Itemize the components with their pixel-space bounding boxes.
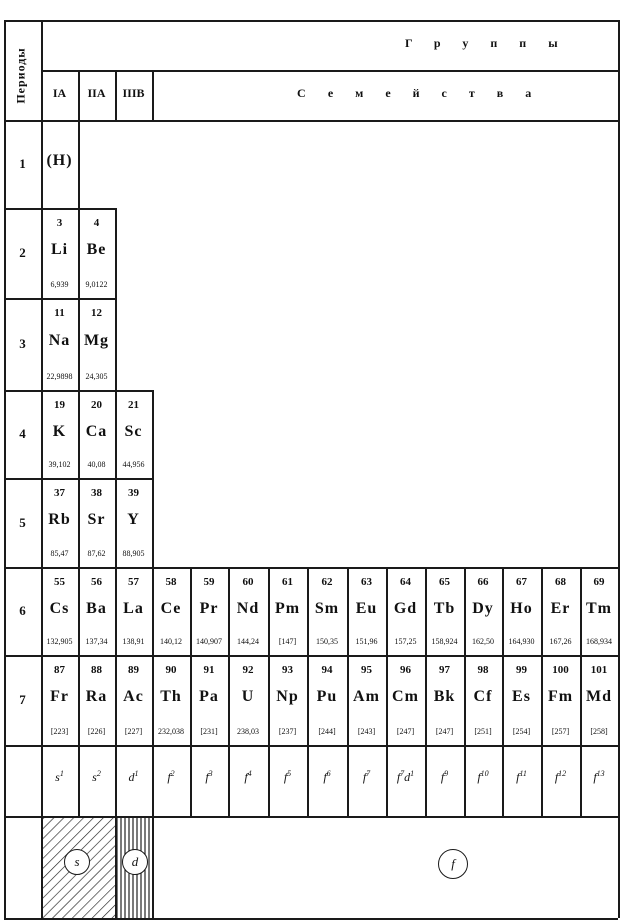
grid-line bbox=[4, 567, 41, 569]
grid-line bbox=[78, 567, 80, 816]
atomic-mass: 85,47 bbox=[50, 549, 69, 559]
atomic-number: 87 bbox=[54, 664, 65, 676]
element-symbol: Cm bbox=[392, 688, 419, 706]
group-iia-label: IIA bbox=[87, 86, 106, 100]
electron-config-cell: $f^7$ bbox=[362, 769, 371, 784]
atomic-number: 38 bbox=[91, 486, 102, 499]
atomic-number: 60 bbox=[242, 575, 254, 588]
atomic-number: 19 bbox=[54, 398, 65, 411]
grid-line bbox=[115, 567, 117, 816]
atomic-mass: [226] bbox=[87, 727, 106, 736]
element-symbol: Gd bbox=[393, 599, 418, 617]
element-cell-eu bbox=[347, 567, 386, 655]
grid-line bbox=[4, 20, 6, 918]
atomic-mass: [243] bbox=[357, 727, 376, 736]
atomic-number: 64 bbox=[400, 575, 411, 588]
electron-config-cell: $f^6$ bbox=[323, 769, 331, 784]
electron-config-cell: $s^2$ bbox=[92, 769, 101, 784]
element-cell-th bbox=[152, 655, 190, 745]
atomic-number: 67 bbox=[516, 575, 527, 588]
grid-line bbox=[41, 567, 618, 569]
grid-line bbox=[190, 567, 192, 816]
atomic-number: 94 bbox=[321, 664, 333, 676]
atomic-number: 20 bbox=[91, 398, 102, 411]
period-number-2: 2 bbox=[19, 245, 26, 260]
element-cell-k bbox=[41, 390, 78, 478]
atomic-mass: 150,35 bbox=[316, 637, 338, 647]
atomic-mass: 22,9898 bbox=[46, 371, 73, 381]
element-cell-sm bbox=[307, 567, 347, 655]
electron-config-cell: $f^{10}$ bbox=[477, 769, 489, 784]
grid-line bbox=[4, 745, 41, 747]
atomic-mass: 157,25 bbox=[394, 637, 417, 647]
electron-config-cell: $f^9$ bbox=[440, 769, 449, 784]
element-symbol: Pm bbox=[274, 599, 301, 617]
grid-line bbox=[4, 655, 41, 657]
element-cell-pr bbox=[190, 567, 228, 655]
element-symbol: Sr bbox=[87, 510, 106, 528]
atomic-mass: 140,907 bbox=[196, 637, 222, 647]
atomic-number: 101 bbox=[590, 664, 608, 676]
atomic-mass: [237] bbox=[278, 727, 297, 736]
electron-config-cell: $f^{11}$ bbox=[516, 769, 527, 784]
element-symbol: Nd bbox=[236, 599, 260, 617]
atomic-number: 100 bbox=[552, 664, 569, 676]
element-cell-ho bbox=[502, 567, 541, 655]
electron-config-cell: $f^4$ bbox=[244, 769, 252, 784]
element-cell-am bbox=[347, 655, 386, 745]
electron-config-cell: $f^3$ bbox=[205, 769, 213, 784]
element-symbol: Am bbox=[353, 688, 380, 706]
grid-line bbox=[4, 120, 618, 122]
hydrogen-symbol: (H) bbox=[46, 152, 73, 169]
period-number-7: 7 bbox=[19, 692, 26, 707]
grid-line bbox=[41, 478, 152, 480]
electron-config-cell: $f^2$ bbox=[167, 769, 175, 784]
element-symbol: Pa bbox=[199, 688, 219, 706]
grid-line bbox=[4, 816, 618, 818]
atomic-number: 92 bbox=[242, 664, 254, 676]
atomic-number: 88 bbox=[91, 664, 102, 676]
grid-line bbox=[115, 816, 117, 918]
atomic-number: 11 bbox=[54, 307, 65, 320]
period-number-1: 1 bbox=[19, 156, 26, 171]
element-cell-cf bbox=[464, 655, 502, 745]
element-symbol: Fm bbox=[547, 688, 574, 706]
atomic-mass: 132,905 bbox=[46, 637, 73, 647]
grid-line bbox=[425, 567, 427, 816]
atomic-mass: 162,50 bbox=[472, 637, 494, 647]
atomic-number: 55 bbox=[54, 575, 65, 588]
element-symbol: Ce bbox=[160, 599, 182, 617]
atomic-mass: 151,96 bbox=[355, 637, 378, 647]
element-symbol: Cs bbox=[49, 599, 70, 617]
atomic-number: 62 bbox=[321, 575, 333, 588]
element-cell-tm bbox=[580, 567, 618, 655]
element-cell-ba bbox=[78, 567, 115, 655]
atomic-mass: 238,03 bbox=[237, 727, 259, 736]
period-number-4: 4 bbox=[19, 426, 26, 441]
header-families-label: Семейства bbox=[297, 86, 554, 100]
element-cell-fr bbox=[41, 655, 78, 745]
grid-line bbox=[4, 208, 41, 210]
atomic-number: 61 bbox=[282, 575, 293, 588]
atomic-mass: 44,956 bbox=[122, 460, 145, 470]
group-iiib-label: IIIB bbox=[122, 86, 145, 100]
atomic-number: 57 bbox=[128, 575, 139, 588]
element-symbol: Es bbox=[512, 688, 531, 706]
atomic-number: 59 bbox=[203, 575, 215, 588]
element-cell-be bbox=[78, 208, 115, 298]
element-cell-np bbox=[268, 655, 307, 745]
element-symbol: Np bbox=[276, 688, 299, 706]
atomic-mass: [227] bbox=[124, 727, 143, 736]
atomic-mass: 88,905 bbox=[122, 549, 145, 559]
element-symbol: Ca bbox=[85, 422, 108, 440]
atomic-number: 66 bbox=[477, 575, 489, 588]
atomic-number: 97 bbox=[439, 664, 450, 676]
group-ia-label: IA bbox=[52, 86, 67, 100]
element-cell-y bbox=[115, 478, 152, 567]
atomic-number: 56 bbox=[91, 575, 102, 588]
atomic-number: 37 bbox=[54, 486, 65, 499]
element-cell-cs bbox=[41, 567, 78, 655]
atomic-mass: 39,102 bbox=[48, 460, 71, 470]
grid-line bbox=[268, 567, 270, 816]
period-number-6: 6 bbox=[19, 603, 26, 618]
atomic-mass: 167,26 bbox=[549, 637, 572, 647]
element-cell-nd bbox=[228, 567, 268, 655]
atomic-number: 93 bbox=[282, 664, 293, 676]
f-block-circle bbox=[438, 849, 468, 879]
grid-line bbox=[41, 298, 115, 300]
grid-line bbox=[541, 567, 543, 816]
d-block-label: d bbox=[131, 854, 139, 869]
electron-config-cell: $f^{12}$ bbox=[554, 769, 567, 784]
atomic-mass: [251] bbox=[474, 727, 492, 736]
grid-line bbox=[618, 20, 620, 918]
element-symbol: Ac bbox=[123, 688, 144, 706]
grid-line bbox=[4, 298, 41, 300]
element-symbol: Pu bbox=[316, 688, 338, 706]
element-cell-pu bbox=[307, 655, 347, 745]
electron-config-cell: $d^1$ bbox=[128, 769, 139, 784]
atomic-mass: [257] bbox=[551, 727, 570, 736]
header-periods-label: Периоды bbox=[13, 47, 28, 104]
element-symbol: Na bbox=[48, 332, 71, 350]
grid-line bbox=[152, 567, 154, 816]
element-symbol: Md bbox=[586, 688, 612, 706]
element-cell-ra bbox=[78, 655, 115, 745]
element-symbol: Be bbox=[86, 241, 107, 259]
period-number-3: 3 bbox=[19, 336, 26, 351]
element-symbol: Tm bbox=[586, 599, 612, 617]
s-block-label: s bbox=[74, 854, 80, 869]
element-cell-ce bbox=[152, 567, 190, 655]
atomic-number: 91 bbox=[203, 664, 215, 676]
atomic-mass: 137,34 bbox=[85, 637, 108, 647]
atomic-number: 3 bbox=[56, 217, 63, 229]
element-symbol: Cf bbox=[473, 688, 493, 706]
element-symbol: K bbox=[52, 422, 67, 440]
element-symbol: Tb bbox=[433, 599, 456, 617]
grid-line bbox=[152, 70, 154, 120]
element-symbol: Y bbox=[127, 510, 140, 528]
element-symbol: Fr bbox=[50, 688, 69, 706]
grid-line bbox=[4, 478, 41, 480]
atomic-mass: [244] bbox=[318, 727, 336, 736]
atomic-number: 96 bbox=[400, 664, 411, 676]
atomic-number: 90 bbox=[165, 664, 177, 676]
f-block-label: f bbox=[451, 856, 455, 871]
atomic-number: 63 bbox=[361, 575, 372, 588]
element-cell-tb bbox=[425, 567, 464, 655]
grid-line bbox=[41, 745, 618, 747]
grid-line bbox=[502, 567, 504, 816]
atomic-number: 21 bbox=[128, 398, 139, 411]
atomic-mass: [231] bbox=[200, 727, 218, 736]
element-cell-na bbox=[41, 298, 78, 390]
atomic-mass: 232,038 bbox=[158, 727, 184, 736]
atomic-mass: 168,934 bbox=[586, 637, 612, 647]
grid-line bbox=[464, 567, 466, 816]
atomic-number: 89 bbox=[128, 664, 139, 676]
header-groups-label: Группы bbox=[405, 36, 580, 50]
grid-line bbox=[580, 567, 582, 816]
electron-config-cell: $f^5$ bbox=[283, 769, 292, 784]
element-cell-es bbox=[502, 655, 541, 745]
element-cell-u bbox=[228, 655, 268, 745]
element-symbol: Bk bbox=[433, 688, 456, 706]
grid-line bbox=[41, 20, 43, 918]
atomic-mass: 158,924 bbox=[431, 637, 458, 647]
electron-config-cell: $f^7d^1$ bbox=[396, 769, 415, 784]
atomic-mass: 138,91 bbox=[122, 637, 145, 647]
element-cell-sc bbox=[115, 390, 152, 478]
element-cell-pm bbox=[268, 567, 307, 655]
atomic-number: 69 bbox=[593, 575, 605, 588]
atomic-mass: 140,12 bbox=[160, 637, 182, 647]
element-symbol: Ho bbox=[510, 599, 533, 617]
electron-config-cell: $s^1$ bbox=[55, 769, 64, 784]
s-block-circle bbox=[64, 849, 90, 875]
element-cell-md bbox=[580, 655, 618, 745]
atomic-number: 98 bbox=[477, 664, 489, 676]
grid-line bbox=[41, 70, 618, 72]
element-symbol: Li bbox=[50, 241, 69, 259]
element-cell-mg bbox=[78, 298, 115, 390]
element-symbol: Sm bbox=[314, 599, 340, 617]
atomic-mass: 9,0122 bbox=[85, 280, 108, 289]
element-cell-sr bbox=[78, 478, 115, 567]
element-cell-li bbox=[41, 208, 78, 298]
grid-line bbox=[41, 655, 618, 657]
element-cell-rb bbox=[41, 478, 78, 567]
element-symbol: Dy bbox=[472, 599, 494, 617]
atomic-number: 95 bbox=[361, 664, 372, 676]
atomic-mass: 144,24 bbox=[237, 637, 259, 647]
atomic-number: 99 bbox=[516, 664, 527, 676]
element-symbol: Eu bbox=[355, 599, 378, 617]
atomic-mass: [258] bbox=[590, 727, 608, 736]
grid-line bbox=[347, 567, 349, 816]
element-symbol: Er bbox=[550, 599, 571, 617]
atomic-mass: [247] bbox=[396, 727, 415, 736]
element-cell-cm bbox=[386, 655, 425, 745]
d-block-circle bbox=[122, 849, 148, 875]
element-symbol: U bbox=[241, 688, 255, 706]
atomic-mass: 87,62 bbox=[87, 549, 106, 559]
atomic-number: 39 bbox=[128, 486, 139, 499]
atomic-mass: [147] bbox=[278, 637, 297, 647]
grid-line bbox=[115, 70, 117, 120]
element-cell-fm bbox=[541, 655, 580, 745]
grid-line bbox=[4, 918, 618, 920]
element-symbol: Mg bbox=[83, 332, 110, 350]
grid-line bbox=[307, 567, 309, 816]
element-cell-ca bbox=[78, 390, 115, 478]
atomic-mass: 6,939 bbox=[50, 280, 69, 289]
atomic-number: 65 bbox=[439, 575, 450, 588]
element-cell-gd bbox=[386, 567, 425, 655]
grid-line bbox=[115, 208, 117, 390]
period-number-5: 5 bbox=[19, 514, 26, 530]
element-cell-ac bbox=[115, 655, 152, 745]
element-cell-la bbox=[115, 567, 152, 655]
element-symbol: Ba bbox=[86, 599, 107, 617]
grid-line bbox=[78, 120, 80, 208]
grid-line bbox=[4, 390, 41, 392]
grid-line bbox=[386, 567, 388, 816]
grid-line bbox=[41, 390, 152, 392]
atomic-mass: [223] bbox=[50, 727, 69, 736]
grid-line bbox=[4, 20, 618, 22]
grid-line bbox=[228, 567, 230, 816]
grid-line bbox=[152, 816, 154, 918]
atomic-number: 58 bbox=[165, 575, 177, 588]
element-cell-dy bbox=[464, 567, 502, 655]
element-cell-bk bbox=[425, 655, 464, 745]
element-cell-er bbox=[541, 567, 580, 655]
element-symbol: Rb bbox=[48, 510, 71, 528]
element-symbol: Sc bbox=[124, 422, 143, 440]
electron-config-cell: $f^{13}$ bbox=[593, 769, 605, 784]
grid-line bbox=[78, 70, 80, 120]
atomic-mass: 24,305 bbox=[85, 371, 108, 381]
element-symbol: La bbox=[123, 599, 144, 617]
element-symbol: Pr bbox=[199, 599, 219, 617]
element-cell-pa bbox=[190, 655, 228, 745]
atomic-mass: [247] bbox=[435, 727, 454, 736]
atomic-number: 12 bbox=[91, 307, 102, 320]
atomic-mass: 40,08 bbox=[87, 460, 106, 470]
atomic-mass: 164,930 bbox=[508, 637, 535, 647]
element-symbol: Ra bbox=[85, 688, 108, 706]
atomic-mass: [254] bbox=[512, 727, 531, 736]
atomic-number: 68 bbox=[555, 575, 566, 588]
atomic-number: 4 bbox=[93, 217, 100, 229]
grid-line bbox=[152, 390, 154, 567]
element-symbol: Th bbox=[160, 688, 182, 706]
